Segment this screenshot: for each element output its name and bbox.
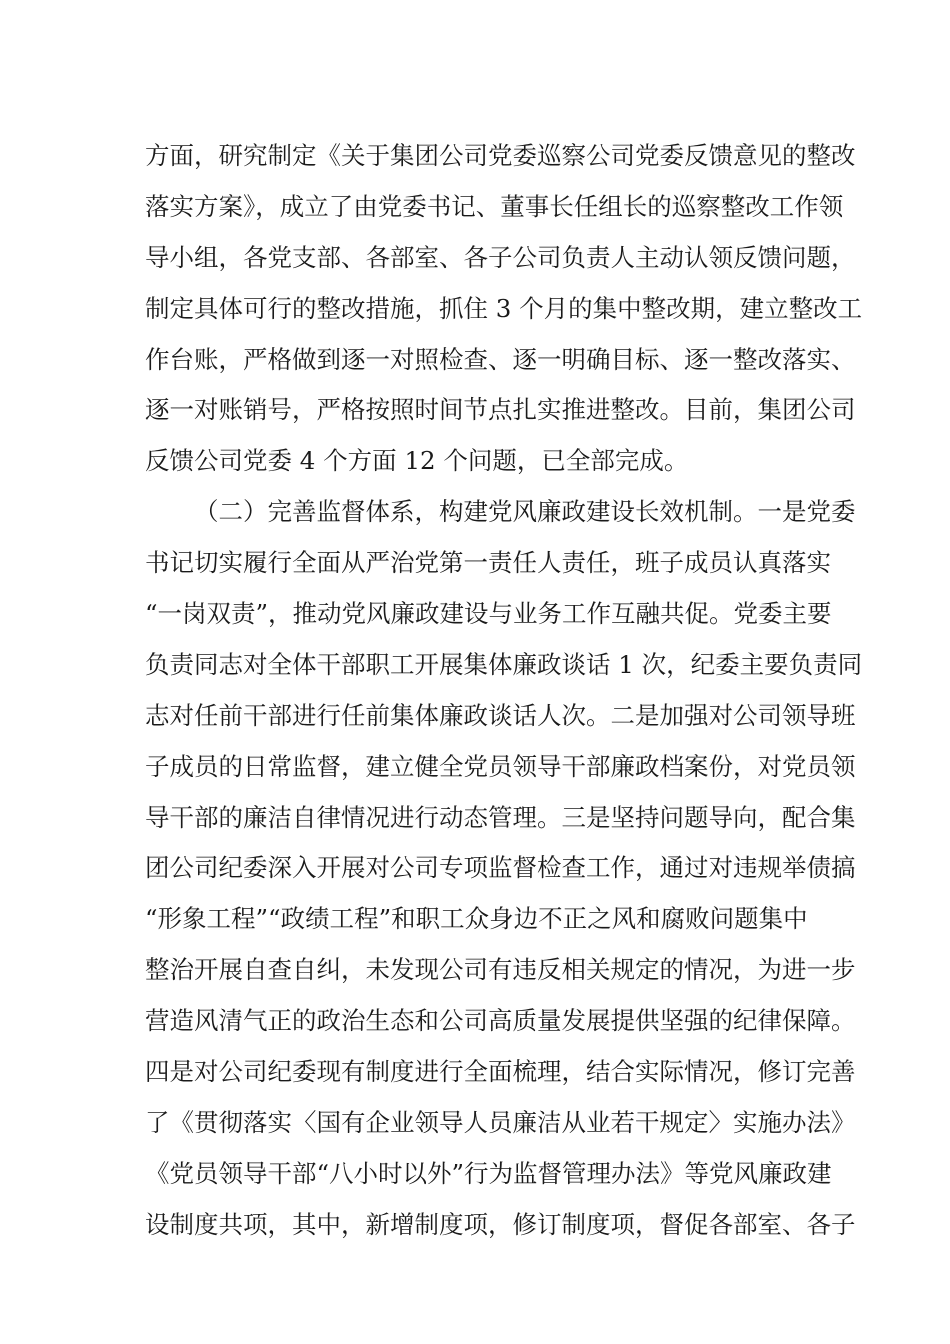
document-body [145, 131, 863, 1251]
paragraph-end-line: 反馈公司党委 4 个方面 12 个问题，已全部完成。 [145, 446, 689, 476]
text-line: 逐一对账销号，严格按照时间节点扎实推进整改。目前，集团公司 [145, 395, 856, 425]
text-line: 整治开展自查自纠，未发现公司有违反相关规定的情况，为进一步 [145, 955, 856, 985]
text-line: 《党员领导干部“八小时以外”行为监督管理办法》等党风廉政建 [145, 1158, 832, 1188]
text-line: 团公司纪委深入开展对公司专项监督检查工作，通过对违规举债搞 [145, 853, 856, 883]
section-heading-line: （二）完善监督体系，构建党风廉政建设长效机制。一是党委 [194, 497, 856, 527]
text-line: 营造风清气正的政治生态和公司高质量发展提供坚强的纪律保障。 [145, 1006, 856, 1036]
text-line: 方面，研究制定《关于集团公司党委巡察公司党委反馈意见的整改 [145, 141, 856, 170]
text-line: 落实方案》，成立了由党委书记、董事长任组长的巡察整改工作领 [145, 191, 844, 221]
text-line: 书记切实履行全面从严治党第一责任人责任，班子成员认真落实 [145, 548, 831, 578]
text-line: 作台账，严格做到逐一对照检查、逐一明确目标、逐一整改落实、 [145, 344, 856, 374]
text-line: 了《贯彻落实〈国有企业领导人员廉洁从业若干规定〉实施办法》 [145, 1107, 856, 1137]
text-line: 导小组，各党支部、各部室、各子公司负责人主动认领反馈问题， [145, 242, 856, 272]
text-line: 子成员的日常监督，建立健全党员领导干部廉政档案份，对党员领 [145, 751, 856, 781]
text-line: 制定具体可行的整改措施，抓住 3 个月的集中整改期，建立整改工 [145, 293, 863, 323]
text-line: “一岗双责”，推动党风廉政建设与业务工作互融共促。党委主要 [145, 599, 832, 629]
text-line: 志对任前干部进行任前集体廉政谈话人次。二是加强对公司领导班 [145, 700, 856, 730]
text-line: 导干部的廉洁自律情况进行动态管理。三是坚持问题导向，配合集 [145, 802, 856, 832]
text-line: “形象工程”“政绩工程”和职工众身边不正之风和腐败问题集中 [145, 904, 808, 934]
text-line: 设制度共项，其中，新增制度项，修订制度项，督促各部室、各子 [145, 1209, 856, 1239]
text-line: 四是对公司纪委现有制度进行全面梳理，结合实际情况，修订完善 [145, 1057, 856, 1087]
text-line: 负责同志对全体干部职工开展集体廉政谈话 1 次，纪委主要负责同 [145, 649, 863, 679]
